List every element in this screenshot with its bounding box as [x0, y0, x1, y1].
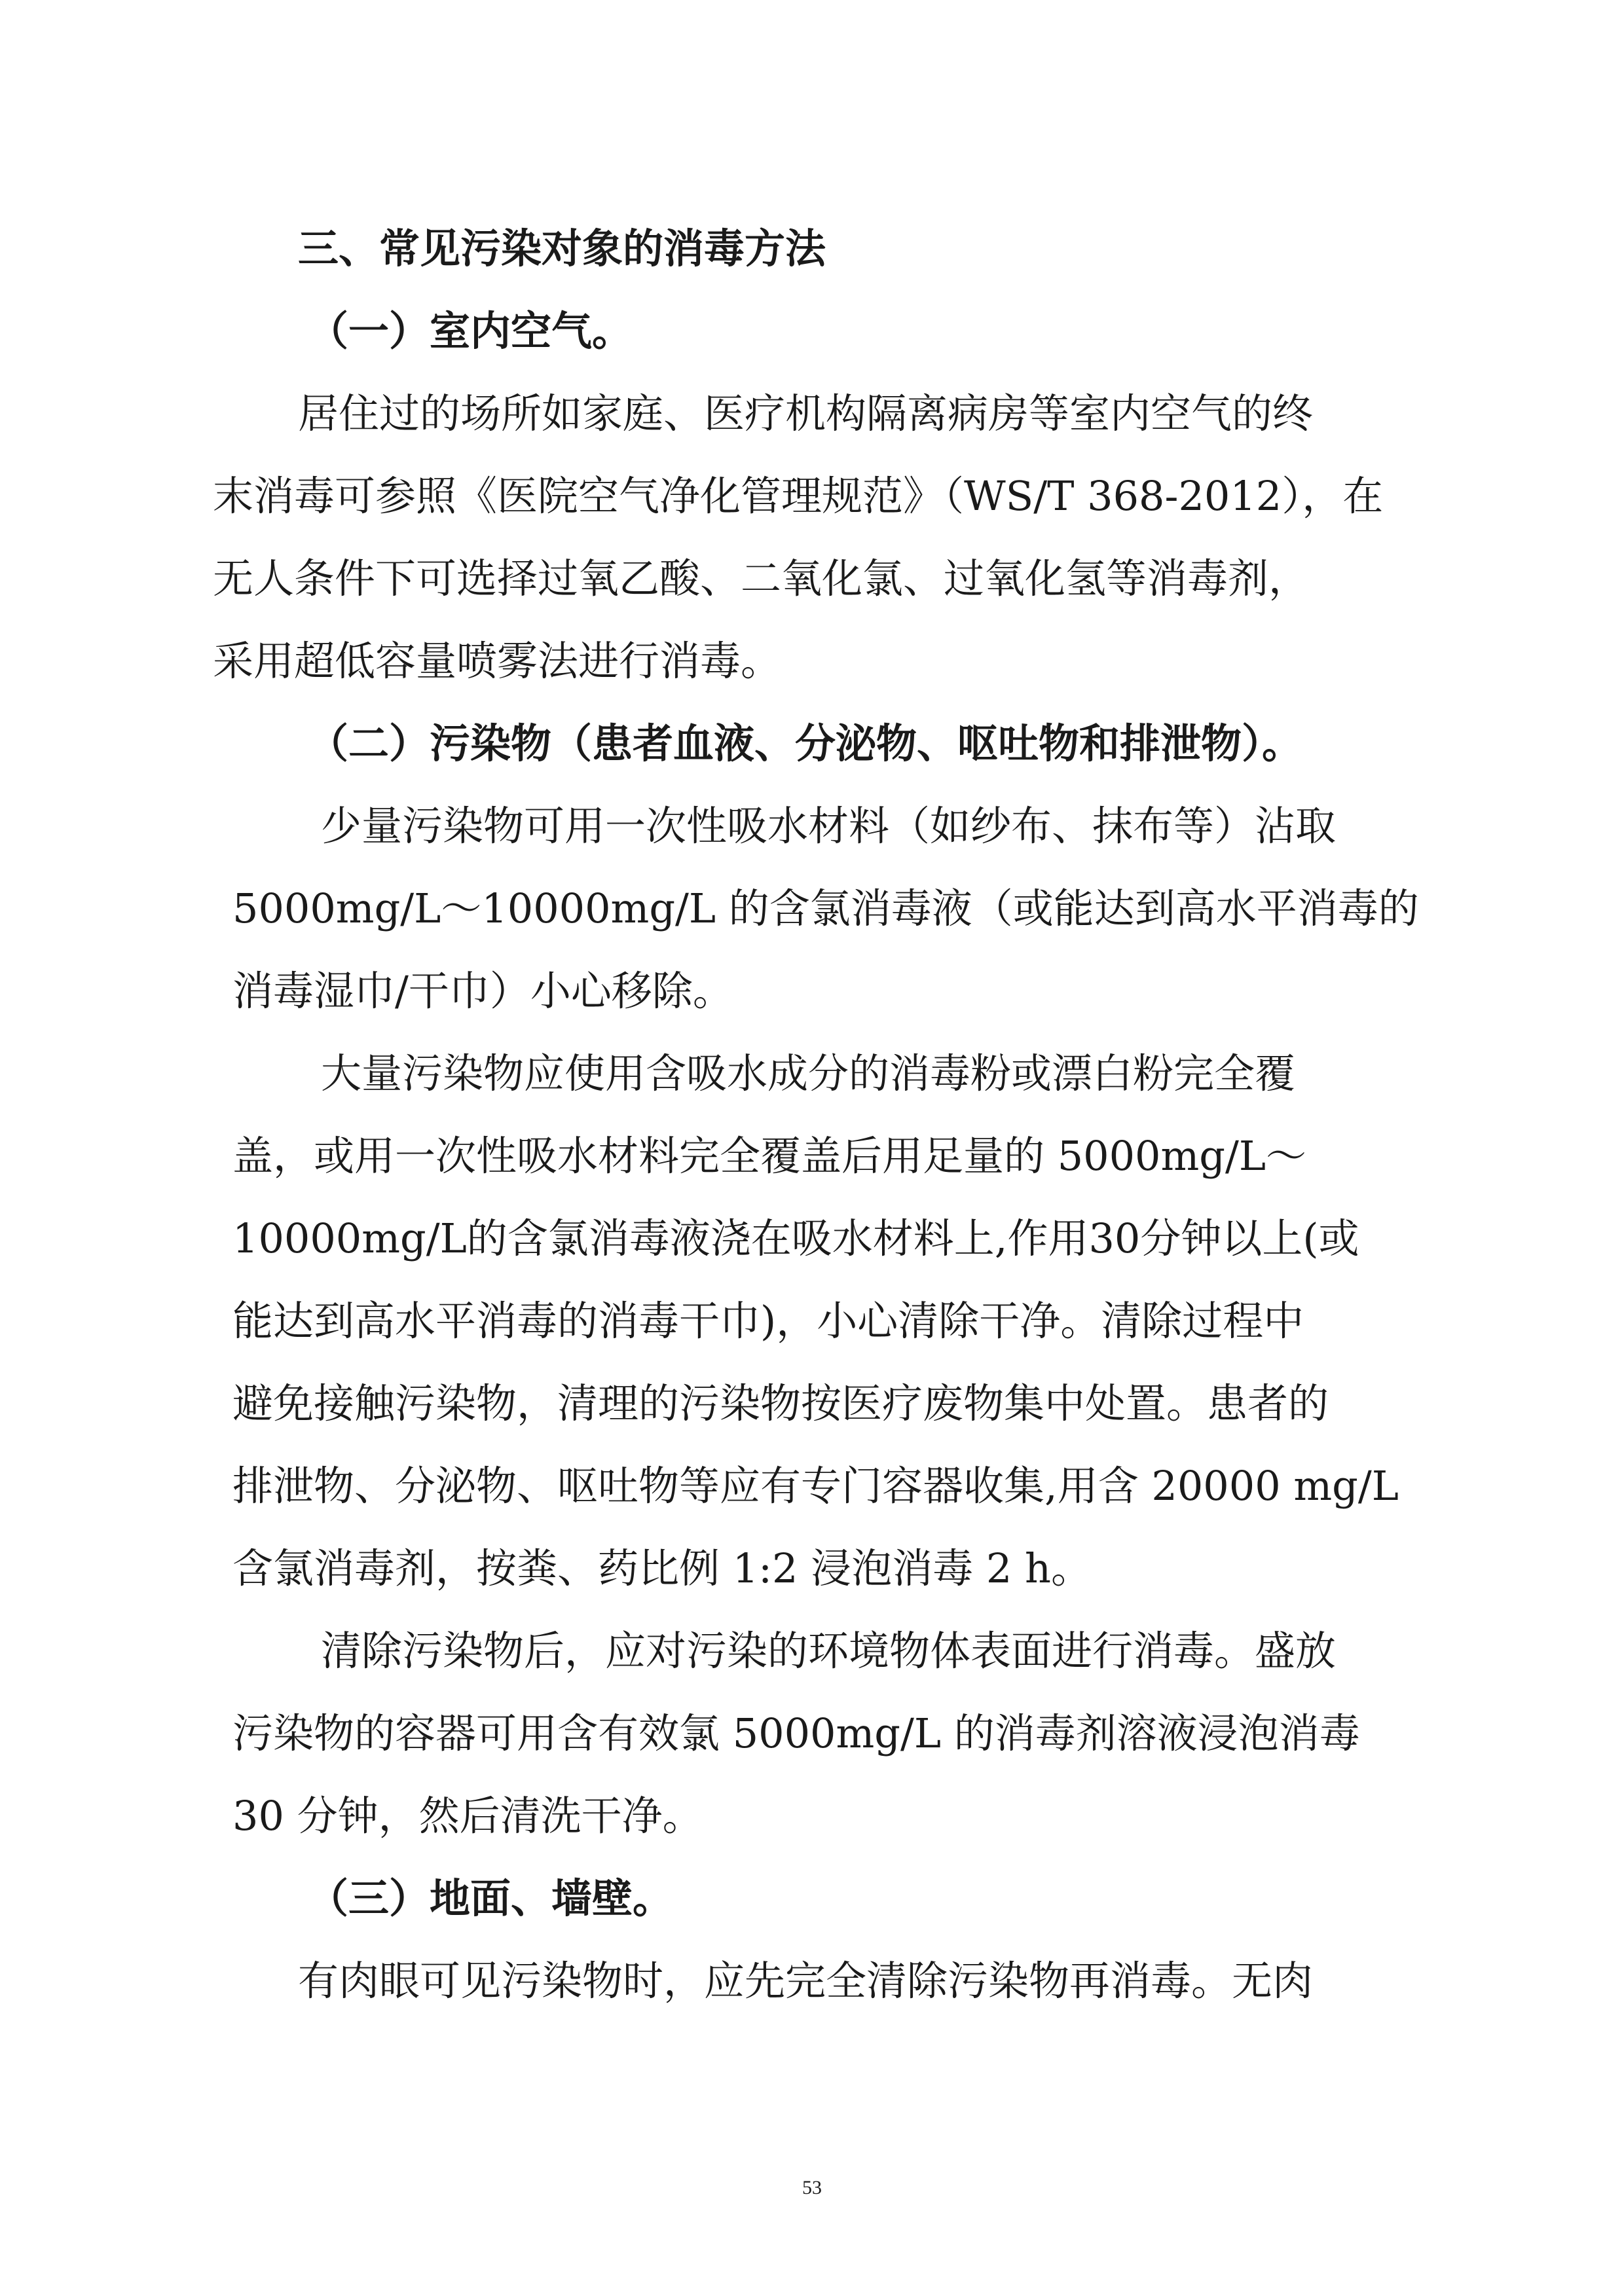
text-line: 采用超低容量喷雾法进行消毒。: [213, 637, 782, 685]
text-line: 清除污染物后，应对污染的环境物体表面进行消毒。盛放: [321, 1627, 1337, 1675]
text-line: 能达到高水平消毒的消毒干巾)，小心清除干净。清除过程中: [232, 1297, 1304, 1345]
subsection-title-floors-walls: （三）地面、墙壁。: [308, 1874, 674, 1922]
section-heading: 三、常见污染对象的消毒方法: [298, 225, 826, 272]
text-line: 30 分钟，然后清洗干净。: [232, 1792, 703, 1840]
text-line: 排泄物、分泌物、呕吐物等应有专门容器收集,用含 20000 mg/L: [232, 1462, 1399, 1510]
text-line: 10000mg/L的含氯消毒液浇在吸水材料上,作用30分钟以上(或: [232, 1214, 1359, 1262]
page-number: 53: [802, 2177, 822, 2198]
subsection-title-contaminants: （二）污染物（患者血液、分泌物、呕吐物和排泄物）。: [308, 720, 1303, 767]
text-line: 污染物的容器可用含有效氯 5000mg/L 的消毒剂溶液浸泡消毒: [232, 1709, 1360, 1757]
subsection-title-indoor-air: （一）室内空气。: [308, 307, 633, 355]
text-line: 末消毒可参照《医院空气净化管理规范》（WS/T 368-2012），在: [213, 472, 1384, 520]
text-line: 盖，或用一次性吸水材料完全覆盖后用足量的 5000mg/L～: [232, 1132, 1307, 1180]
text-line: 大量污染物应使用含吸水成分的消毒粉或漂白粉完全覆: [321, 1049, 1296, 1097]
text-line: 无人条件下可选择过氧乙酸、二氧化氯、过氧化氢等消毒剂，: [213, 555, 1310, 602]
text-line: 有肉眼可见污染物时，应先完全清除污染物再消毒。无肉: [298, 1957, 1314, 2005]
text-line: 避免接触污染物，清理的污染物按医疗废物集中处置。患者的: [232, 1379, 1329, 1427]
text-line: 少量污染物可用一次性吸水材料（如纱布、抹布等）沾取: [321, 802, 1337, 850]
text-line: 消毒湿巾/干巾）小心移除。: [232, 967, 733, 1015]
text-line: 居住过的场所如家庭、医疗机构隔离病房等室内空气的终: [298, 390, 1314, 437]
text-line: 5000mg/L～10000mg/L 的含氯消毒液（或能达到高水平消毒的: [232, 884, 1419, 932]
text-line: 含氯消毒剂，按粪、药比例 1:2 浸泡消毒 2 h。: [232, 1544, 1092, 1592]
